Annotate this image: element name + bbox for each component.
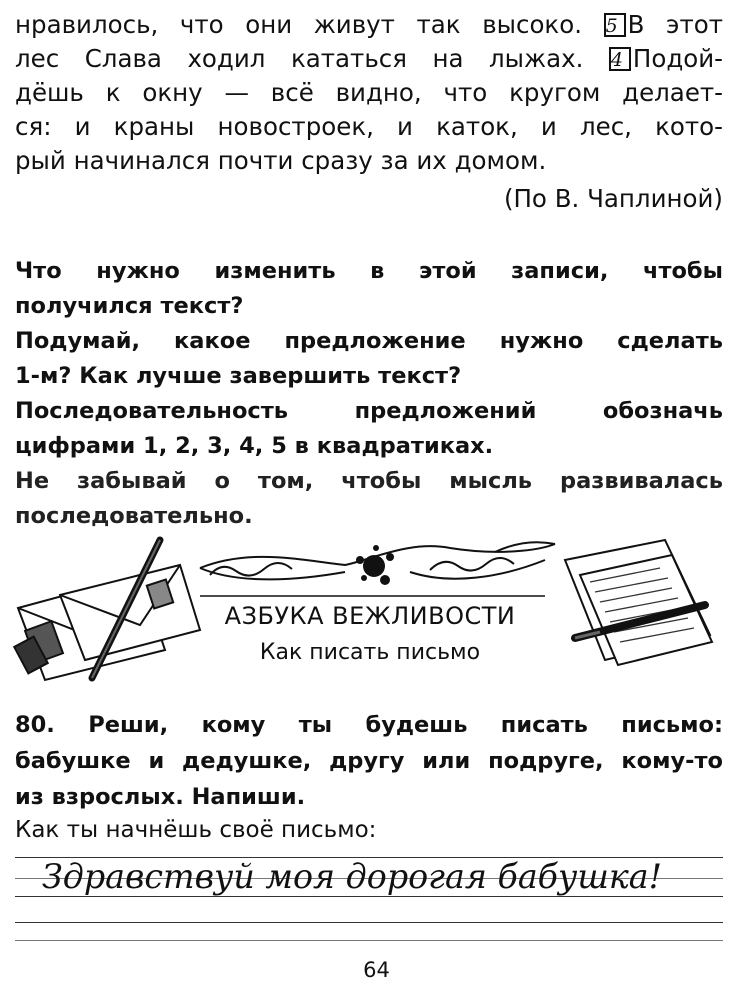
handwritten-text: Здравствуй моя дорогая бабушка! — [42, 857, 662, 897]
task-line: Последовательность предложений обозначь — [15, 398, 723, 424]
task-line: получился текст? — [15, 293, 244, 319]
task-line: последовательно. — [15, 503, 253, 529]
story-line: нравилось, что они живут так высоко. 5 В этот — [15, 10, 723, 39]
task-line: цифрами 1, 2, 3, 4, 5 в квадратиках. — [15, 433, 494, 459]
handwritten-answer[interactable] — [40, 846, 700, 906]
exercise-line: бабушке и дедушке, другу или подруге, кому-то — [15, 748, 723, 774]
exercise-80 — [15, 707, 723, 815]
exercise-prompt: Как ты начнёшь своё письмо: — [15, 817, 377, 843]
writing-line — [15, 922, 723, 923]
sentence-number-box[interactable]: 5 — [604, 13, 626, 37]
banner-title: АЗБУКА ВЕЖЛИВОСТИ — [224, 602, 516, 630]
story-author: (По В. Чаплиной) — [503, 184, 723, 213]
banner-subtitle: Как писать письмо — [259, 640, 481, 665]
task-line: Не забывай о том, чтобы мысль развивалась — [15, 468, 723, 494]
letter-icon — [565, 540, 712, 665]
writing-line — [15, 940, 723, 941]
task-line: Что нужно изменить в этой записи, чтобы — [15, 258, 723, 284]
ink-blot-icon — [356, 545, 394, 585]
story-line: дёшь к окну — всё видно, что кругом делает- — [15, 78, 723, 107]
page-number: 64 — [363, 958, 390, 982]
story-text — [15, 8, 723, 178]
task-line: Подумай, какое предложение нужно сделать — [15, 328, 723, 354]
story-line: рый начинался почти сразу за их домом. — [15, 146, 547, 175]
exercise-line: из взрослых. Напиши. — [15, 784, 306, 810]
story-line: лес Слава ходил кататься на лыжах. 4 Подой- — [15, 44, 724, 73]
exercise-line: 80. Реши, кому ты будешь писать письмо: — [15, 712, 723, 738]
sentence-number-box[interactable]: 4 — [609, 47, 631, 71]
task-instructions — [15, 254, 723, 534]
envelopes-icon — [14, 565, 200, 680]
story-line: ся: и краны новостроек, и каток, и лес, кото- — [15, 112, 723, 141]
task-line: 1-м? Как лучше завершить текст? — [15, 363, 462, 389]
